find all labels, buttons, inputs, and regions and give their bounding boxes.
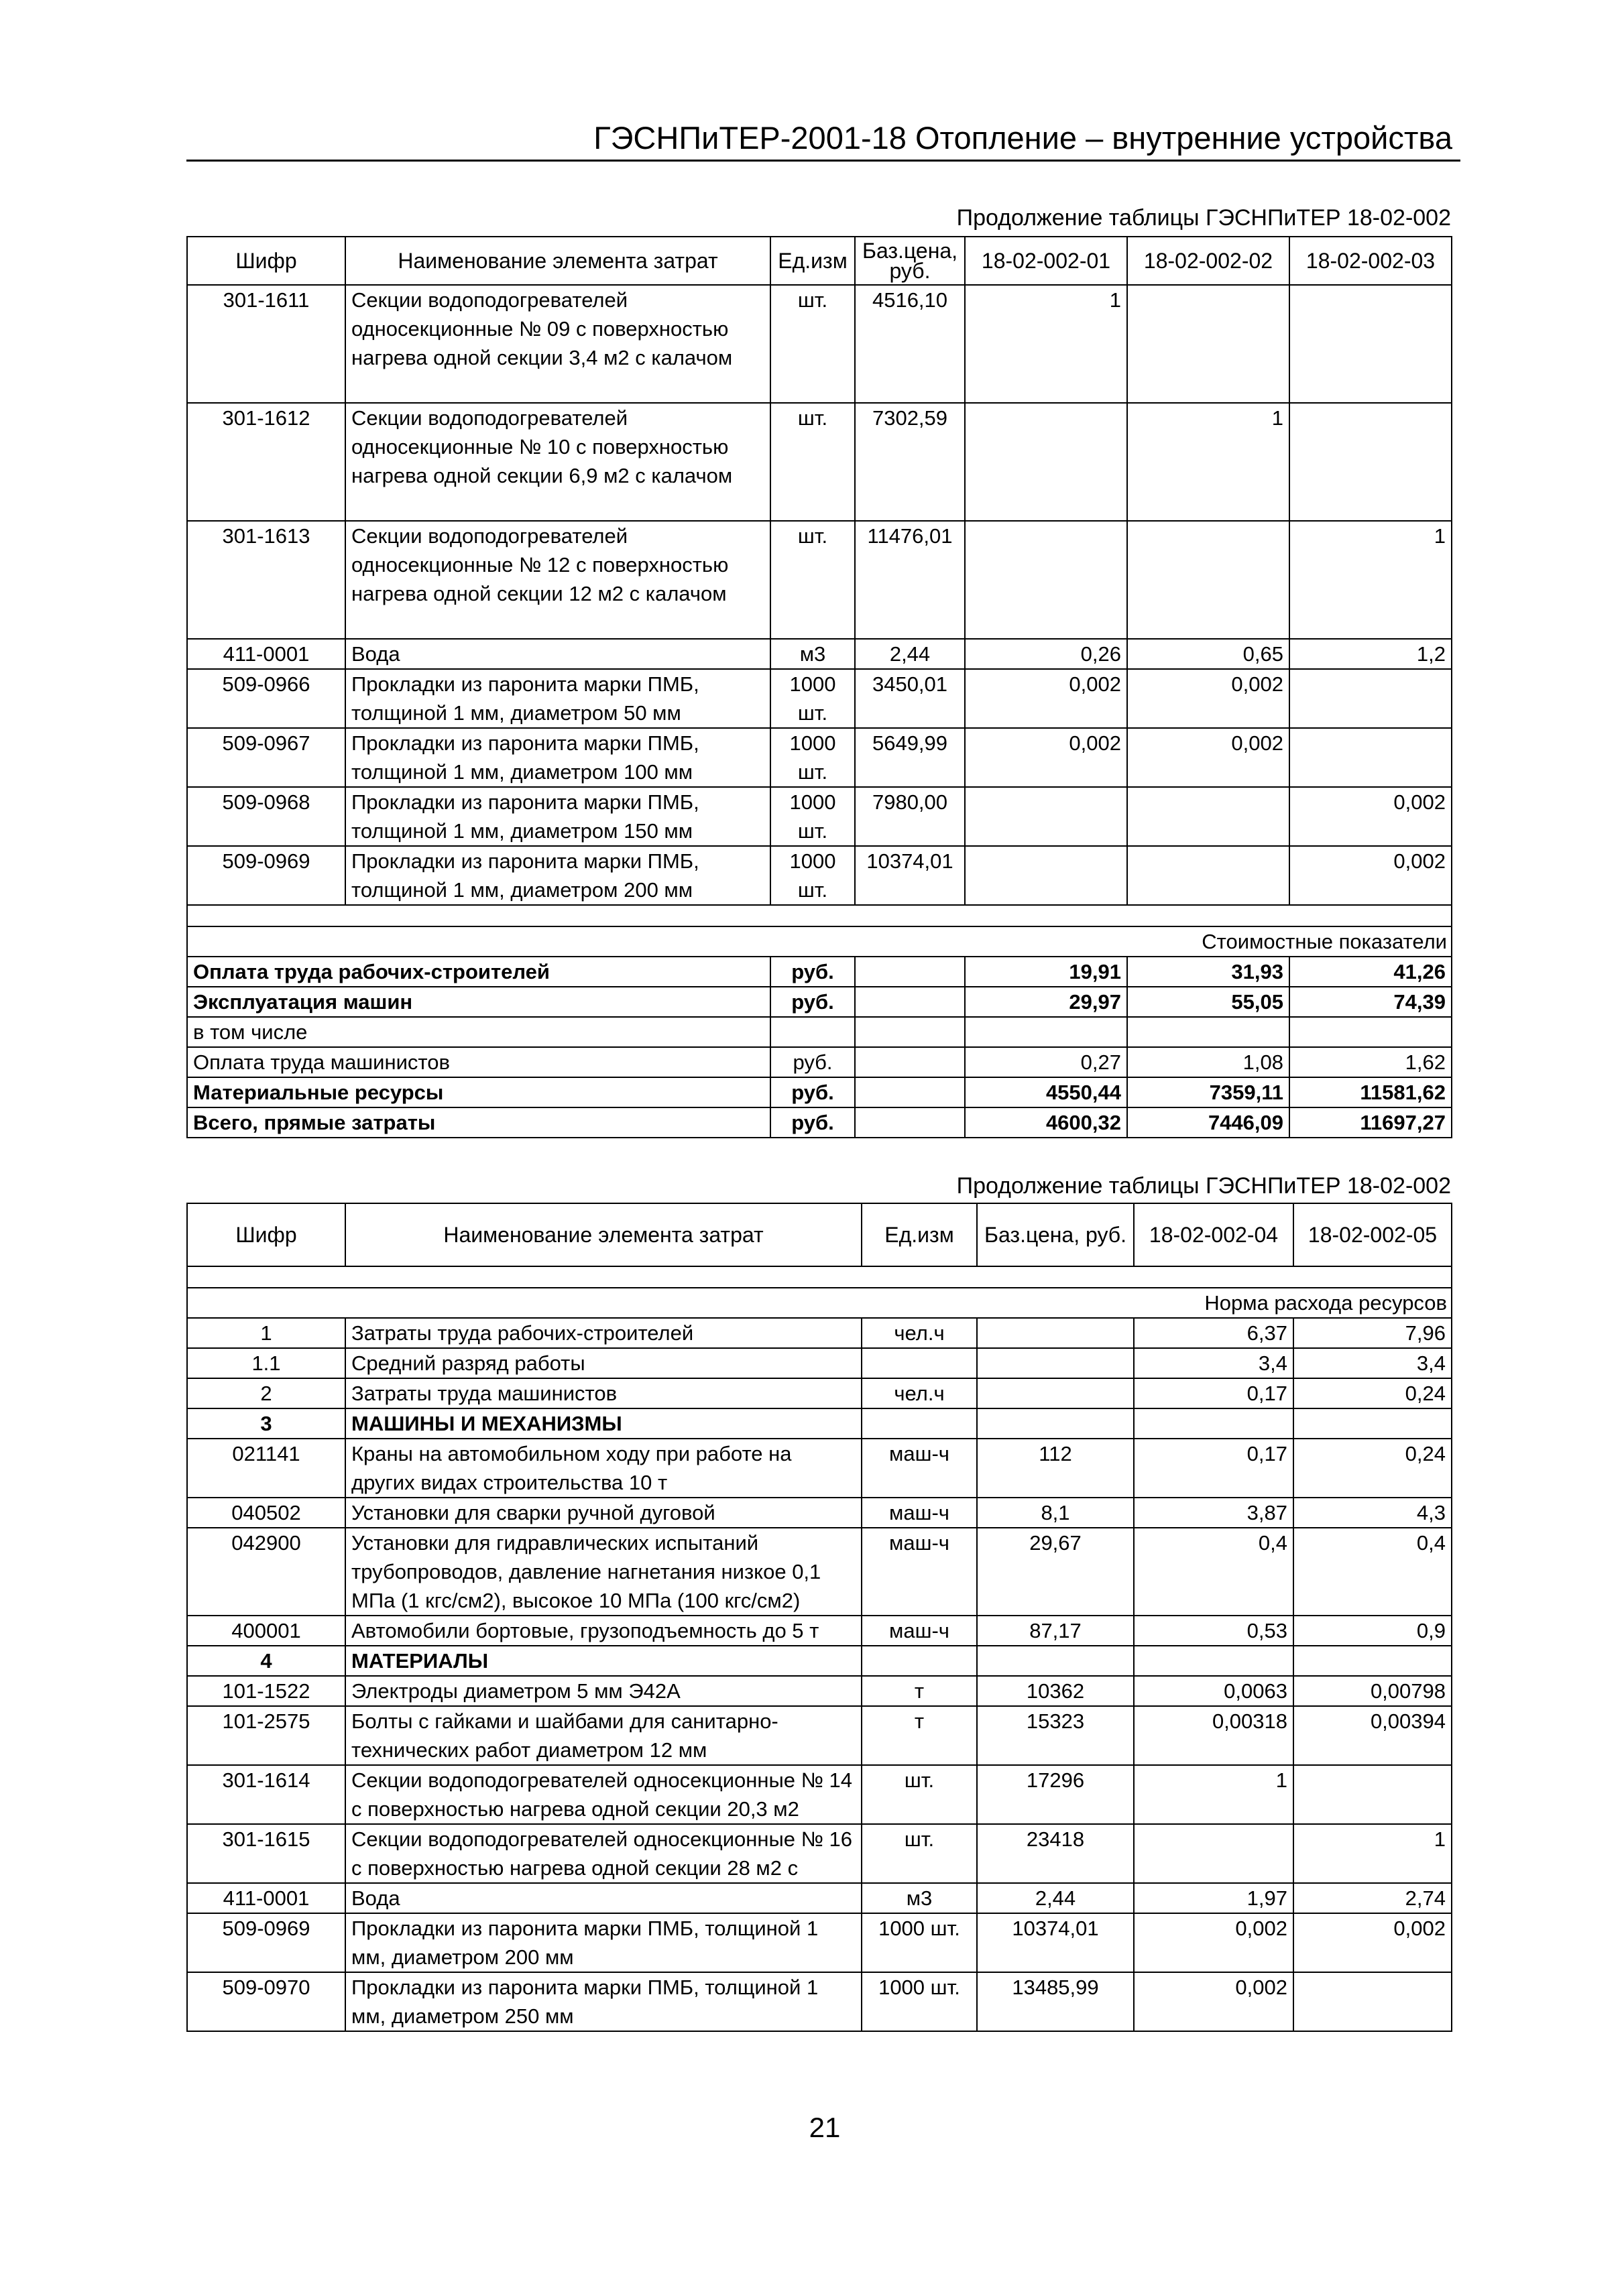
header-name: Наименование элемента затрат [345, 237, 770, 285]
value-col-5 [1293, 1646, 1452, 1676]
header-code: Шифр [187, 237, 345, 285]
cost-col-3: 74,39 [1289, 987, 1452, 1017]
value-col-5 [1293, 1972, 1452, 2031]
resource-price [977, 1378, 1134, 1408]
header-price: Баз.цена, руб. [855, 237, 965, 285]
table-row [187, 1972, 1452, 2031]
value-col-4: 1,97 [1134, 1883, 1293, 1913]
resource-unit: маш-ч [862, 1616, 977, 1646]
value-col-4: 0,4 [1134, 1528, 1293, 1616]
table-row [187, 787, 1452, 846]
resource-name: Электроды диаметром 5 мм Э42А [345, 1676, 862, 1706]
resource-price [977, 1318, 1134, 1348]
resource-unit: 1000 шт. [862, 1972, 977, 2031]
resource-price [977, 1408, 1134, 1439]
table-row [187, 1318, 1452, 1348]
cost-col-1: 0,27 [965, 1047, 1127, 1077]
resource-price: 3450,01 [855, 669, 965, 728]
resource-code: 021141 [187, 1439, 345, 1498]
resource-unit: 1000 шт. [770, 846, 855, 905]
resource-unit: шт. [770, 285, 855, 403]
cost-col-3: 1,62 [1289, 1047, 1452, 1077]
resource-price: 2,44 [855, 639, 965, 669]
value-col-5: 7,96 [1293, 1318, 1452, 1348]
value-col-1 [965, 403, 1127, 521]
resource-unit: 1000 шт. [862, 1913, 977, 1972]
value-col-2 [1127, 285, 1289, 403]
cost-price [855, 1047, 965, 1077]
cost-row [187, 987, 1452, 1017]
resource-unit: т [862, 1706, 977, 1765]
table-row [187, 1824, 1452, 1883]
resource-code: 411-0001 [187, 639, 345, 669]
resource-unit: маш-ч [862, 1439, 977, 1498]
header-unit: Ед.изм [770, 237, 855, 285]
resource-unit: шт. [770, 403, 855, 521]
table-row [187, 1498, 1452, 1528]
resource-code: 040502 [187, 1498, 345, 1528]
cost-price [855, 957, 965, 987]
resource-price: 29,67 [977, 1528, 1134, 1616]
resource-price: 10362 [977, 1676, 1134, 1706]
value-col-4: 0,53 [1134, 1616, 1293, 1646]
cost-col-3: 11697,27 [1289, 1107, 1452, 1138]
resource-name: МАТЕРИАЛЫ [345, 1646, 862, 1676]
value-col-5 [1293, 1765, 1452, 1824]
value-col-3 [1289, 285, 1452, 403]
value-col-3 [1289, 728, 1452, 787]
cost-row [187, 1077, 1452, 1107]
cost-band-row [187, 926, 1452, 957]
resource-unit [862, 1408, 977, 1439]
resource-price: 8,1 [977, 1498, 1134, 1528]
resource-unit [862, 1348, 977, 1378]
resource-name: Болты с гайками и шайбами для санитарно-технических работ диаметром 12 мм [345, 1706, 862, 1765]
cost-col-1: 19,91 [965, 957, 1127, 987]
cost-unit [770, 1017, 855, 1047]
resource-code: 509-0969 [187, 1913, 345, 1972]
resource-unit: чел.ч [862, 1318, 977, 1348]
resource-code: 400001 [187, 1616, 345, 1646]
cost-price [855, 987, 965, 1017]
resource-price: 2,44 [977, 1883, 1134, 1913]
resource-unit [862, 1646, 977, 1676]
header-col-4: 18-02-002-04 [1134, 1203, 1293, 1266]
resource-code: 509-0968 [187, 787, 345, 846]
cost-col-2: 31,93 [1127, 957, 1289, 987]
resource-price: 13485,99 [977, 1972, 1134, 2031]
resource-code: 4 [187, 1646, 345, 1676]
value-col-4: 0,17 [1134, 1378, 1293, 1408]
value-col-4 [1134, 1824, 1293, 1883]
cost-col-3 [1289, 1017, 1452, 1047]
resource-price: 10374,01 [977, 1913, 1134, 1972]
table2-caption: Продолжение таблицы ГЭСНПиТЕР 18-02-002 [956, 1173, 1451, 1199]
cost-col-1 [965, 1017, 1127, 1047]
value-col-3: 0,002 [1289, 846, 1452, 905]
value-col-1: 0,26 [965, 639, 1127, 669]
spacer-cell [187, 1266, 1452, 1288]
resource-unit: м3 [862, 1883, 977, 1913]
value-col-5: 3,4 [1293, 1348, 1452, 1378]
resource-price: 5649,99 [855, 728, 965, 787]
resource-name: МАШИНЫ И МЕХАНИЗМЫ [345, 1408, 862, 1439]
value-col-4 [1134, 1646, 1293, 1676]
value-col-2 [1127, 787, 1289, 846]
cost-label: Материальные ресурсы [187, 1077, 770, 1107]
table-row [187, 669, 1452, 728]
value-col-4: 0,0063 [1134, 1676, 1293, 1706]
cost-col-1: 4550,44 [965, 1077, 1127, 1107]
header-col-2: 18-02-002-02 [1127, 237, 1289, 285]
value-col-1: 0,002 [965, 669, 1127, 728]
table-row [187, 1676, 1452, 1706]
resource-name: Вода [345, 639, 770, 669]
value-col-2 [1127, 521, 1289, 639]
resource-unit: т [862, 1676, 977, 1706]
resource-price: 10374,01 [855, 846, 965, 905]
cost-col-3: 11581,62 [1289, 1077, 1452, 1107]
resource-name: Прокладки из паронита марки ПМБ, толщиной 1 мм, диаметром 150 мм [345, 787, 770, 846]
value-col-4: 0,002 [1134, 1913, 1293, 1972]
resource-unit: 1000 шт. [770, 669, 855, 728]
header-col-1: 18-02-002-01 [965, 237, 1127, 285]
table-row [187, 1528, 1452, 1616]
cost-unit: руб. [770, 1077, 855, 1107]
page-number: 21 [809, 2112, 841, 2143]
table-row [187, 728, 1452, 787]
value-col-2: 0,65 [1127, 639, 1289, 669]
resource-price: 17296 [977, 1765, 1134, 1824]
resource-unit: м3 [770, 639, 855, 669]
resource-name: Автомобили бортовые, грузоподъемность до 5 т [345, 1616, 862, 1646]
resource-name: Секции водоподогревателей односекционные № 16 с поверхностью нагрева одной секции 28 м2 с [345, 1824, 862, 1883]
cost-price [855, 1107, 965, 1138]
resource-unit: чел.ч [862, 1378, 977, 1408]
resource-code: 509-0966 [187, 669, 345, 728]
resource-code: 411-0001 [187, 1883, 345, 1913]
norm-band: Норма расхода ресурсов [187, 1288, 1452, 1318]
resource-name: Прокладки из паронита марки ПМБ, толщиной 1 мм, диаметром 200 мм [345, 846, 770, 905]
value-col-5: 0,24 [1293, 1439, 1452, 1498]
resource-unit: шт. [770, 521, 855, 639]
resource-name: Секции водоподогревателей односекционные № 09 с поверхностью нагрева одной секции 3,4 м2 с калачом [345, 285, 770, 403]
table-row [187, 403, 1452, 521]
header-col-3: 18-02-002-03 [1289, 237, 1452, 285]
cost-price [855, 1017, 965, 1047]
value-col-3: 1 [1289, 521, 1452, 639]
header-name: Наименование элемента затрат [345, 1203, 862, 1266]
cost-unit: руб. [770, 987, 855, 1017]
resource-code: 1 [187, 1318, 345, 1348]
table-row [187, 1883, 1452, 1913]
value-col-1: 0,002 [965, 728, 1127, 787]
value-col-1 [965, 521, 1127, 639]
resource-price: 112 [977, 1439, 1134, 1498]
value-col-5: 0,9 [1293, 1616, 1452, 1646]
resource-name: Прокладки из паронита марки ПМБ, толщиной 1 мм, диаметром 250 мм [345, 1972, 862, 2031]
value-col-4: 3,87 [1134, 1498, 1293, 1528]
cost-label: Всего, прямые затраты [187, 1107, 770, 1138]
cost-col-2 [1127, 1017, 1289, 1047]
resource-code: 101-1522 [187, 1676, 345, 1706]
cost-unit: руб. [770, 1047, 855, 1077]
resource-price: 23418 [977, 1824, 1134, 1883]
resource-unit: шт. [862, 1824, 977, 1883]
resource-name: Прокладки из паронита марки ПМБ, толщиной 1 мм, диаметром 50 мм [345, 669, 770, 728]
header-price: Баз.цена, руб. [977, 1203, 1134, 1266]
value-col-2: 0,002 [1127, 728, 1289, 787]
resource-code: 2 [187, 1378, 345, 1408]
resource-code: 301-1613 [187, 521, 345, 639]
cost-label: Эксплуатация машин [187, 987, 770, 1017]
cost-col-2: 1,08 [1127, 1047, 1289, 1077]
cost-label: Оплата труда машинистов [187, 1047, 770, 1077]
norm-band-row [187, 1288, 1452, 1318]
value-col-5: 0,24 [1293, 1378, 1452, 1408]
cost-unit: руб. [770, 1107, 855, 1138]
resource-unit: шт. [862, 1765, 977, 1824]
value-col-4: 3,4 [1134, 1348, 1293, 1378]
resource-price: 11476,01 [855, 521, 965, 639]
resources-table-2 [186, 1203, 1452, 2032]
cost-unit: руб. [770, 957, 855, 987]
header-col-5: 18-02-002-05 [1293, 1203, 1452, 1266]
section-row [187, 1646, 1452, 1676]
table-row [187, 285, 1452, 403]
cost-label: в том числе [187, 1017, 770, 1047]
value-col-5: 1 [1293, 1824, 1452, 1883]
table1-caption: Продолжение таблицы ГЭСНПиТЕР 18-02-002 [956, 205, 1451, 231]
resource-code: 509-0970 [187, 1972, 345, 2031]
resource-name: Установки для сварки ручной дуговой [345, 1498, 862, 1528]
resource-name: Секции водоподогревателей односекционные № 12 с поверхностью нагрева одной секции 12 м2 с калачом [345, 521, 770, 639]
value-col-2: 1 [1127, 403, 1289, 521]
value-col-1 [965, 787, 1127, 846]
cost-col-2: 7359,11 [1127, 1077, 1289, 1107]
resource-price: 15323 [977, 1706, 1134, 1765]
cost-row [187, 1107, 1452, 1138]
resource-code: 3 [187, 1408, 345, 1439]
spacer-row [187, 905, 1452, 926]
value-col-4: 0,00318 [1134, 1706, 1293, 1765]
resource-unit: 1000 шт. [770, 728, 855, 787]
resource-name: Вода [345, 1883, 862, 1913]
value-col-2: 0,002 [1127, 669, 1289, 728]
spacer-row [187, 1266, 1452, 1288]
cost-price [855, 1077, 965, 1107]
resource-name: Прокладки из паронита марки ПМБ, толщиной 1 мм, диаметром 100 мм [345, 728, 770, 787]
resource-code: 301-1612 [187, 403, 345, 521]
value-col-4: 1 [1134, 1765, 1293, 1824]
resource-price: 87,17 [977, 1616, 1134, 1646]
table-row [187, 1378, 1452, 1408]
table-row [187, 1765, 1452, 1824]
resource-name: Краны на автомобильном ходу при работе на других видах строительства 10 т [345, 1439, 862, 1498]
value-col-1: 1 [965, 285, 1127, 403]
cost-col-2: 7446,09 [1127, 1107, 1289, 1138]
cost-row [187, 1017, 1452, 1047]
table-row [187, 1913, 1452, 1972]
cost-band: Стоимостные показатели [187, 926, 1452, 957]
cost-col-1: 4600,32 [965, 1107, 1127, 1138]
value-col-1 [965, 846, 1127, 905]
spacer-cell [187, 905, 1452, 926]
value-col-3 [1289, 403, 1452, 521]
resource-price [977, 1646, 1134, 1676]
resource-unit: маш-ч [862, 1528, 977, 1616]
value-col-5: 2,74 [1293, 1883, 1452, 1913]
resource-price [977, 1348, 1134, 1378]
resource-name: Затраты труда машинистов [345, 1378, 862, 1408]
table-row [187, 846, 1452, 905]
table-row [187, 521, 1452, 639]
resources-table-1 [186, 236, 1452, 1138]
resource-name: Затраты труда рабочих-строителей [345, 1318, 862, 1348]
resource-name: Прокладки из паронита марки ПМБ, толщиной 1 мм, диаметром 200 мм [345, 1913, 862, 1972]
table-row [187, 1348, 1452, 1378]
page-header-text: ГЭСНПиТЕР-2001-18 Отопление – внутренние устройства [593, 120, 1452, 156]
resource-price: 7980,00 [855, 787, 965, 846]
header-unit: Ед.изм [862, 1203, 977, 1266]
table-row [187, 639, 1452, 669]
resource-code: 101-2575 [187, 1706, 345, 1765]
table-row [187, 1706, 1452, 1765]
resource-code: 301-1611 [187, 285, 345, 403]
value-col-3 [1289, 669, 1452, 728]
value-col-2 [1127, 846, 1289, 905]
section-row [187, 1408, 1452, 1439]
resource-unit: 1000 шт. [770, 787, 855, 846]
resource-code: 509-0969 [187, 846, 345, 905]
resource-name: Средний разряд работы [345, 1348, 862, 1378]
value-col-5: 0,00798 [1293, 1676, 1452, 1706]
cost-row [187, 1047, 1452, 1077]
resource-code: 1.1 [187, 1348, 345, 1378]
cost-col-3: 41,26 [1289, 957, 1452, 987]
value-col-5: 0,00394 [1293, 1706, 1452, 1765]
value-col-4: 0,17 [1134, 1439, 1293, 1498]
cost-row [187, 957, 1452, 987]
header-code: Шифр [187, 1203, 345, 1266]
cost-col-2: 55,05 [1127, 987, 1289, 1017]
resource-code: 509-0967 [187, 728, 345, 787]
cost-label: Оплата труда рабочих-строителей [187, 957, 770, 987]
cost-col-1: 29,97 [965, 987, 1127, 1017]
resource-price: 4516,10 [855, 285, 965, 403]
value-col-5 [1293, 1408, 1452, 1439]
resource-code: 042900 [187, 1528, 345, 1616]
value-col-5: 4,3 [1293, 1498, 1452, 1528]
value-col-4 [1134, 1408, 1293, 1439]
value-col-5: 0,002 [1293, 1913, 1452, 1972]
value-col-3: 1,2 [1289, 639, 1452, 669]
resource-name: Секции водоподогревателей односекционные № 14 с поверхностью нагрева одной секции 20,3 м2 [345, 1765, 862, 1824]
value-col-4: 6,37 [1134, 1318, 1293, 1348]
resource-unit: маш-ч [862, 1498, 977, 1528]
resource-code: 301-1615 [187, 1824, 345, 1883]
table-row [187, 1439, 1452, 1498]
table-row [187, 1616, 1452, 1646]
resource-price: 7302,59 [855, 403, 965, 521]
page-header [186, 118, 1460, 162]
value-col-3: 0,002 [1289, 787, 1452, 846]
value-col-4: 0,002 [1134, 1972, 1293, 2031]
value-col-5: 0,4 [1293, 1528, 1452, 1616]
resource-code: 301-1614 [187, 1765, 345, 1824]
resource-name: Установки для гидравлических испытаний трубопроводов, давление нагнетания низкое 0,1 МПа (1 кгс/см2), высокое 10 МПа (100 кгс/см2) [345, 1528, 862, 1616]
resource-name: Секции водоподогревателей односекционные № 10 с поверхностью нагрева одной секции 6,9 м2 с калачом [345, 403, 770, 521]
